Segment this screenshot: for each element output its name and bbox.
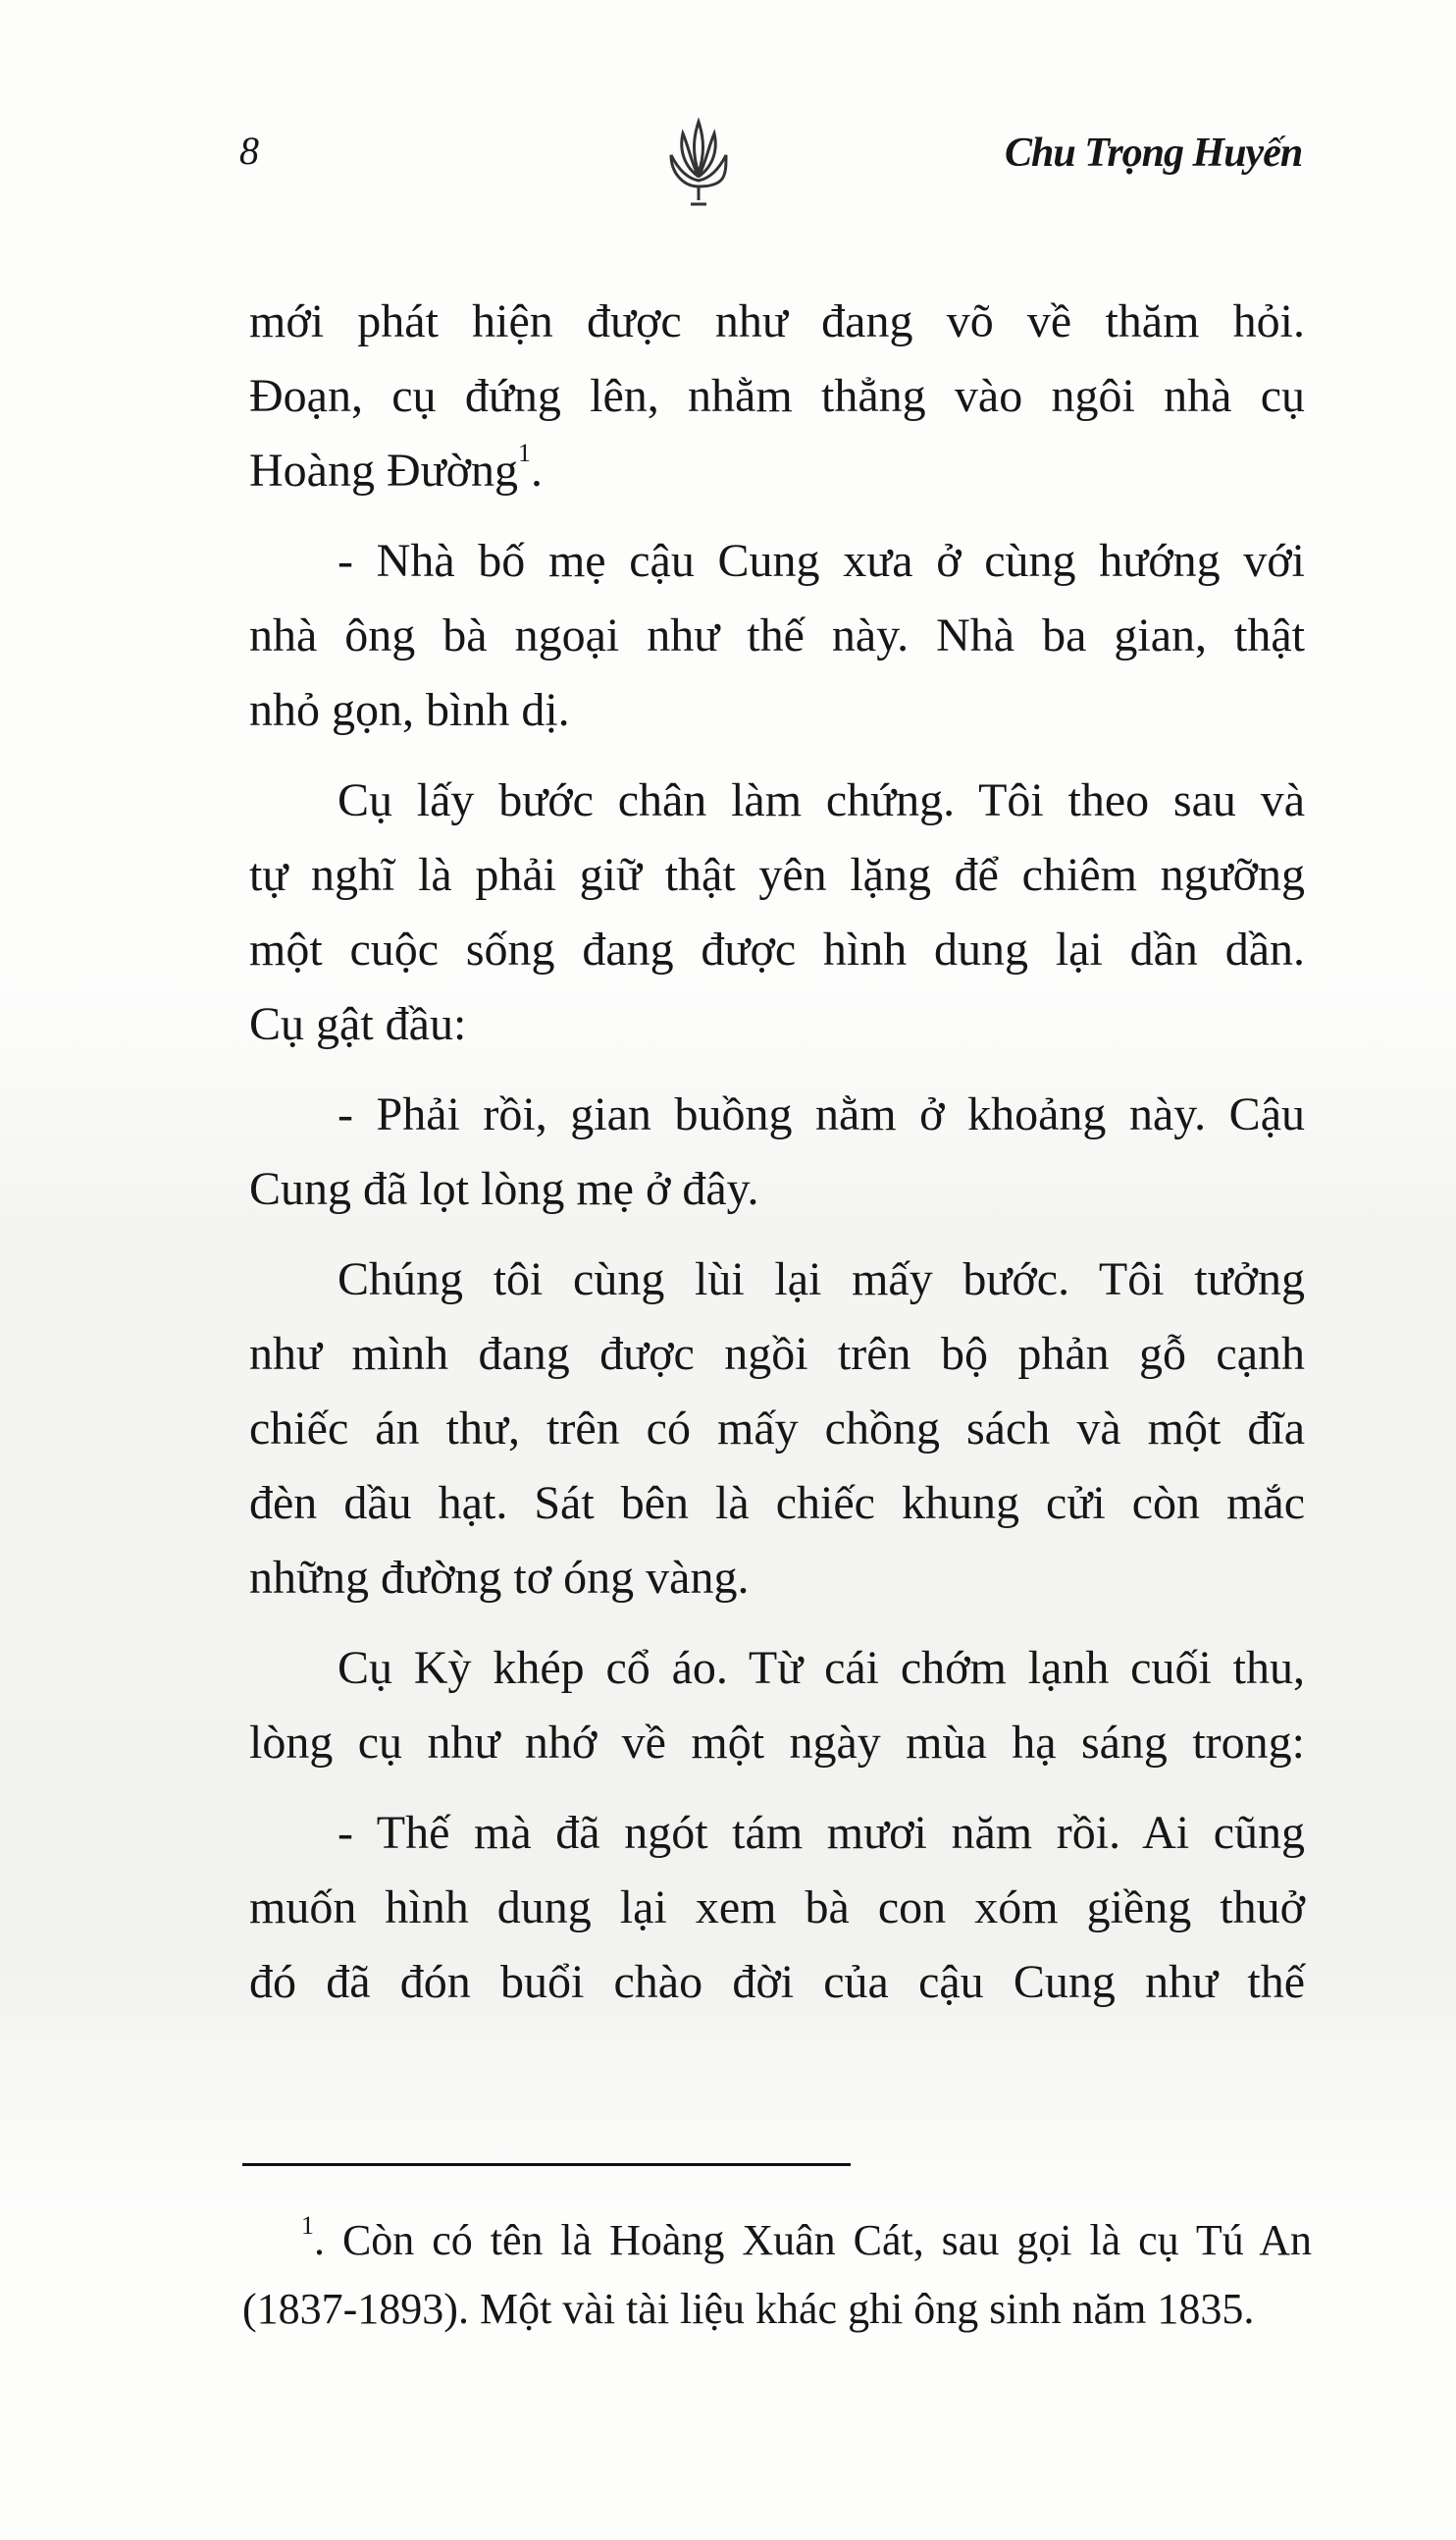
body-text bbox=[249, 285, 1305, 2036]
footnote bbox=[242, 2206, 1312, 2344]
paragraph bbox=[249, 524, 1305, 748]
text-line: - Phải rồi, gian buồng nằm ở khoảng này. Cậu bbox=[338, 1088, 1305, 1140]
text-line: đèn dầu hạt. Sát bên là chiếc khung cửi còn mắc bbox=[249, 1477, 1305, 1529]
text-line: tự nghĩ là phải giữ thật yên lặng để chiêm ngưỡng bbox=[249, 849, 1305, 901]
running-header-author: Chu Trọng Huyến bbox=[1005, 131, 1303, 176]
text-span: . bbox=[531, 445, 544, 497]
text-line: Cụ gật đầu: bbox=[249, 998, 467, 1050]
footnote-divider bbox=[242, 2163, 851, 2166]
text-line: nhỏ gọn, bình dị. bbox=[249, 684, 570, 736]
text-line: Cụ Kỳ khép cổ áo. Từ cái chớm lạnh cuối thu, bbox=[338, 1642, 1305, 1694]
text-line: Chúng tôi cùng lùi lại mấy bước. Tôi tưởng bbox=[338, 1253, 1305, 1305]
lotus-ornament-icon bbox=[663, 116, 734, 210]
footnote-ref: 1 bbox=[518, 439, 532, 467]
page-number: 8 bbox=[239, 129, 259, 173]
text-line: nhà ông bà ngoại như thế này. Nhà ba gian, thật bbox=[249, 609, 1305, 661]
text-line: như mình đang được ngồi trên bộ phản gỗ cạnh bbox=[249, 1328, 1305, 1380]
text-line: Cung đã lọt lòng mẹ ở đây. bbox=[249, 1163, 759, 1215]
text-line: - Nhà bố mẹ cậu Cung xưa ở cùng hướng với bbox=[338, 535, 1305, 587]
text-line: những đường tơ óng vàng. bbox=[249, 1552, 750, 1604]
paragraph bbox=[249, 1243, 1305, 1615]
text-line: chiếc án thư, trên có mấy chồng sách và một đĩa bbox=[249, 1402, 1305, 1455]
footnote-line: (1837-1893). Một vài tài liệu khác ghi ông sinh năm 1835. bbox=[242, 2285, 1255, 2333]
text-line: muốn hình dung lại xem bà con xóm giềng thuở bbox=[249, 1881, 1305, 1933]
text-line: Cụ lấy bước chân làm chứng. Tôi theo sau và bbox=[338, 774, 1305, 826]
text-line bbox=[249, 434, 1305, 508]
paragraph bbox=[249, 1631, 1305, 1780]
text-line: - Thế mà đã ngót tám mươi năm rồi. Ai cũng bbox=[338, 1807, 1305, 1859]
text-line: Đoạn, cụ đứng lên, nhằm thẳng vào ngôi nhà cụ bbox=[249, 370, 1305, 422]
footnote-line bbox=[242, 2206, 1312, 2275]
footnote-marker: 1 bbox=[301, 2211, 314, 2240]
paragraph bbox=[249, 1078, 1305, 1227]
paragraph bbox=[249, 764, 1305, 1062]
paragraph bbox=[249, 1796, 1305, 2020]
text-line: đó đã đón buổi chào đời của cậu Cung như thế bbox=[249, 1956, 1305, 2008]
text-span: Hoàng Đường bbox=[249, 445, 519, 497]
text-line: lòng cụ như nhớ về một ngày mùa hạ sáng trong: bbox=[249, 1717, 1305, 1769]
text-line: một cuộc sống đang được hình dung lại dần dần. bbox=[249, 924, 1305, 976]
text-span: . Còn có tên là Hoàng Xuân Cát, sau gọi là cụ Tú An bbox=[314, 2216, 1312, 2264]
text-line: mới phát hiện được như đang võ về thăm hỏi. bbox=[249, 295, 1305, 347]
paragraph bbox=[249, 285, 1305, 508]
